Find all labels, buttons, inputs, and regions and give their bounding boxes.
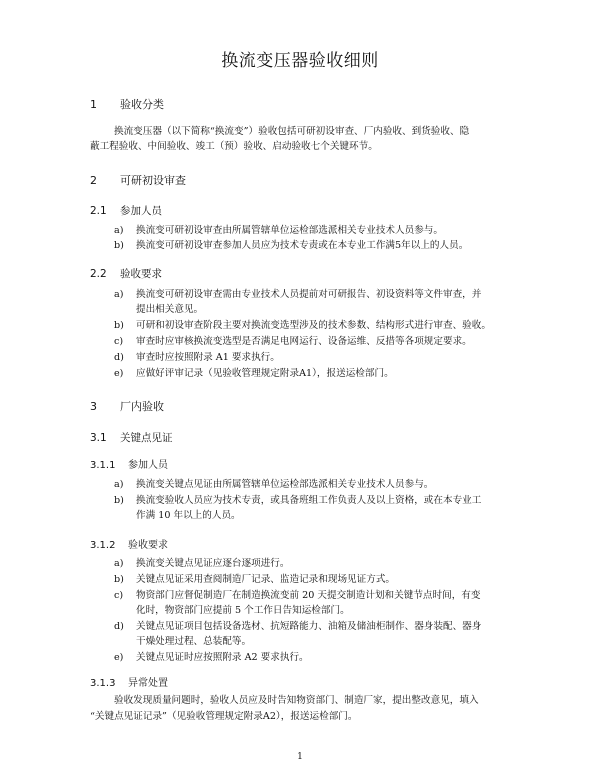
list-item-continuation: 干燥处理过程、总装配等。 bbox=[136, 636, 252, 647]
list-item bbox=[114, 287, 481, 302]
list-item-text: 换流变关键点见证应逐台逐项进行。 bbox=[136, 558, 290, 569]
list-item-marker: a) bbox=[114, 289, 124, 300]
section-1-paragraph-line-1: 换流变压器（以下简称“换流变”）验收包括可研初设审查、厂内验收、到货验收、隐 bbox=[114, 126, 470, 137]
list-item bbox=[114, 366, 394, 381]
section-3-1-2-heading bbox=[90, 536, 168, 551]
section-3-1-3-paragraph-line-2: “关键点见证记录”（见验收管理规定附录A2），报送运检部门。 bbox=[90, 711, 358, 722]
page-number: 1 bbox=[297, 752, 303, 762]
list-item-text: 可研和初设审查阶段主要对换流变选型涉及的技术参数、结构形式进行审查、验收。 bbox=[136, 320, 491, 331]
section-3-1-3-title: 异常处置 bbox=[128, 678, 168, 689]
list-item bbox=[114, 477, 433, 492]
list-item-text: 审查时应审核换流变选型是否满足电网运行、设备运维、反措等各项规定要求。 bbox=[136, 336, 472, 347]
section-3-1-1-heading bbox=[90, 456, 168, 471]
section-2-1-heading bbox=[90, 203, 162, 218]
list-item-text: 应做好评审记录（见验收管理规定附录A1），报送运检部门。 bbox=[136, 368, 394, 379]
list-item bbox=[114, 350, 280, 365]
section-3-heading bbox=[90, 398, 164, 414]
section-2-heading bbox=[90, 172, 186, 188]
list-item-text: 物资部门应督促制造厂在制造换流变前 20 天提交制造计划和关键节点时间，有变 bbox=[136, 590, 481, 601]
section-3-1-3-paragraph-line-1: 验收发现质量问题时，验收人员应及时告知物资部门、制造厂家，提出整改意见，填入 bbox=[114, 695, 479, 706]
section-2-2-heading bbox=[90, 266, 162, 281]
list-item bbox=[114, 334, 472, 349]
section-3-1-2-number: 3.1.2 bbox=[90, 540, 116, 551]
list-item-continuation: 提出相关意见。 bbox=[136, 304, 204, 315]
section-3-title: 厂内验收 bbox=[120, 400, 164, 413]
section-1-heading bbox=[90, 96, 164, 112]
list-item bbox=[114, 318, 491, 333]
list-item-marker: e) bbox=[114, 652, 124, 663]
list-item bbox=[114, 650, 309, 665]
list-item-marker: a) bbox=[114, 225, 124, 236]
section-2-2-number: 2.2 bbox=[90, 268, 107, 280]
section-3-1-3-heading bbox=[90, 674, 168, 689]
list-item-continuation: 化时，物资部门应提前 5 个工作日告知运检部门。 bbox=[136, 605, 350, 616]
list-item-text: 换流变可研初设审查由所属管辖单位运检部选派相关专业技术人员参与。 bbox=[136, 225, 443, 236]
section-1-paragraph-line-2: 蔽工程验收、中间验收、竣工（预）验收、启动验收七个关键环节。 bbox=[90, 141, 378, 152]
list-item-text: 换流变可研初设审查参加人员应为技术专责或在本专业工作满5年以上的人员。 bbox=[136, 240, 469, 251]
list-item-marker: e) bbox=[114, 368, 124, 379]
list-item-text: 关键点见证采用查阅制造厂记录、监造记录和现场见证方式。 bbox=[136, 574, 396, 585]
list-item-marker: c) bbox=[114, 590, 124, 601]
list-item-marker: b) bbox=[114, 574, 124, 585]
list-item bbox=[114, 238, 468, 253]
section-3-1-title: 关键点见证 bbox=[120, 432, 173, 444]
list-item-text: 换流变关键点见证由所属管辖单位运检部选派相关专业技术人员参与。 bbox=[136, 479, 434, 490]
list-item-marker: d) bbox=[114, 621, 124, 632]
section-3-1-heading bbox=[90, 430, 173, 445]
section-2-1-number: 2.1 bbox=[90, 205, 107, 217]
list-item-marker: b) bbox=[114, 495, 124, 506]
section-2-2-title: 验收要求 bbox=[120, 268, 162, 280]
list-item-marker: a) bbox=[114, 558, 124, 569]
list-item bbox=[114, 223, 443, 238]
list-item-text: 换流变验收人员应为技术专责，或具备班组工作负责人及以上资格，或在本专业工 bbox=[136, 495, 482, 506]
section-3-1-2-title: 验收要求 bbox=[128, 540, 168, 551]
list-item-text: 换流变可研初设审查需由专业技术人员提前对可研报告、初设资料等文件审查，并 bbox=[136, 289, 482, 300]
section-2-1-title: 参加人员 bbox=[120, 205, 162, 217]
section-3-1-1-number: 3.1.1 bbox=[90, 460, 116, 471]
list-item bbox=[114, 556, 290, 571]
section-3-1-1-title: 参加人员 bbox=[128, 460, 168, 471]
section-3-1-number: 3.1 bbox=[90, 432, 107, 444]
section-2-title: 可研初设审查 bbox=[120, 174, 186, 187]
list-item-marker: d) bbox=[114, 352, 124, 363]
section-3-1-3-number: 3.1.3 bbox=[90, 678, 116, 689]
list-item bbox=[114, 619, 481, 634]
list-item bbox=[114, 572, 395, 587]
list-item-marker: b) bbox=[114, 320, 124, 331]
section-1-number: 1 bbox=[90, 98, 97, 111]
list-item bbox=[114, 493, 481, 508]
list-item-text: 审查时应按照附录 A1 要求执行。 bbox=[136, 352, 280, 363]
list-item bbox=[114, 588, 481, 603]
section-2-number: 2 bbox=[90, 174, 97, 187]
list-item-text: 关键点见证项目包括设备选材、抗短路能力、油箱及储油柜制作、器身装配、器身 bbox=[136, 621, 482, 632]
list-item-continuation: 作满 10 年以上的人员。 bbox=[136, 510, 241, 521]
list-item-marker: c) bbox=[114, 336, 124, 347]
list-item-marker: a) bbox=[114, 479, 124, 490]
section-3-number: 3 bbox=[90, 400, 97, 413]
section-1-title: 验收分类 bbox=[120, 98, 164, 111]
list-item-marker: b) bbox=[114, 240, 124, 251]
list-item-text: 关键点见证时应按照附录 A2 要求执行。 bbox=[136, 652, 309, 663]
page-title: 换流变压器验收细则 bbox=[221, 51, 379, 71]
